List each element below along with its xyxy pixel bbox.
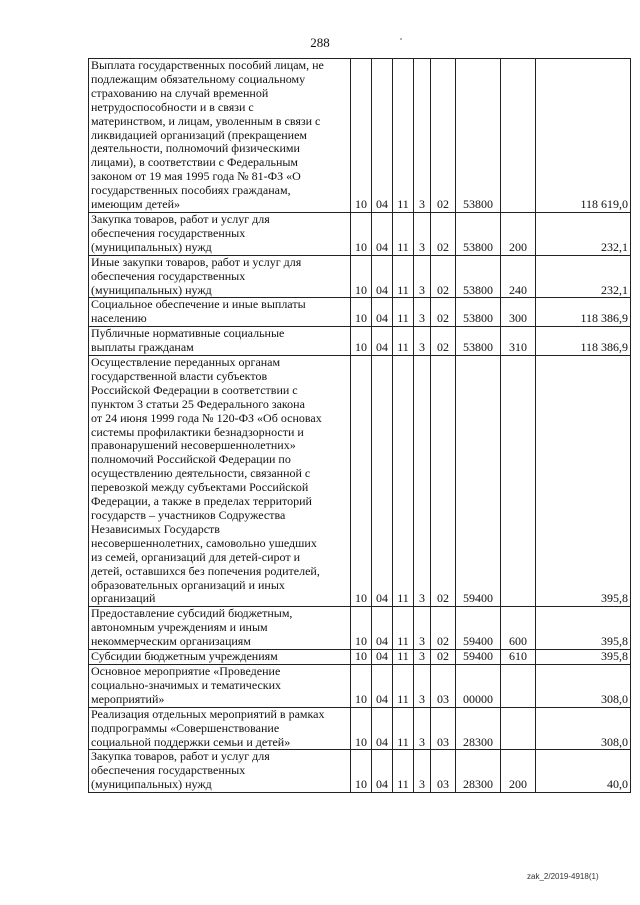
code-expense-type: 600 bbox=[501, 607, 536, 650]
row-name-line: имеющим детей» bbox=[91, 197, 180, 212]
code-subprogram: 3 bbox=[414, 255, 431, 298]
table-row bbox=[89, 255, 631, 298]
row-name bbox=[89, 650, 351, 665]
code-expense-type bbox=[501, 356, 536, 607]
row-name bbox=[89, 750, 351, 793]
table-row bbox=[89, 59, 631, 213]
code-pr: 04 bbox=[372, 750, 393, 793]
row-name-line: социально-значимых и тематических bbox=[91, 677, 282, 692]
code-program: 11 bbox=[393, 707, 414, 750]
code-program: 11 bbox=[393, 356, 414, 607]
row-name-line: полномочий Российской Федерации по bbox=[91, 452, 291, 467]
code-event: 02 bbox=[431, 356, 456, 607]
row-name-line: образовательных организаций и иных bbox=[91, 577, 285, 592]
row-name-line: мероприятий» bbox=[91, 691, 165, 706]
code-pr: 04 bbox=[372, 212, 393, 255]
code-event: 02 bbox=[431, 298, 456, 327]
row-name-line: социальной поддержки семьи и детей» bbox=[91, 734, 291, 749]
code-direction: 53800 bbox=[456, 255, 501, 298]
code-expense-type bbox=[501, 664, 536, 707]
code-rz: 10 bbox=[351, 356, 372, 607]
amount: 232,1 bbox=[536, 212, 631, 255]
code-program: 11 bbox=[393, 650, 414, 665]
row-name-line: законом от 19 мая 1995 года № 81-ФЗ «О bbox=[91, 169, 301, 184]
row-name-line: обеспечения государственных bbox=[91, 268, 246, 283]
row-name-line: правонарушений несовершеннолетних» bbox=[91, 438, 296, 453]
code-expense-type: 300 bbox=[501, 298, 536, 327]
row-name-line: перевозкой между субъектами Российской bbox=[91, 480, 309, 495]
row-name-line: Субсидии бюджетным учреждениям bbox=[91, 649, 278, 664]
code-event: 03 bbox=[431, 664, 456, 707]
code-expense-type: 200 bbox=[501, 750, 536, 793]
code-program: 11 bbox=[393, 607, 414, 650]
table-row bbox=[89, 650, 631, 665]
code-subprogram: 3 bbox=[414, 298, 431, 327]
row-name bbox=[89, 298, 351, 327]
row-name-line: от 24 июня 1999 года № 120-ФЗ «Об основах bbox=[91, 410, 322, 425]
code-subprogram: 3 bbox=[414, 650, 431, 665]
row-name-line: выплаты гражданам bbox=[91, 340, 194, 355]
row-name-line: несовершеннолетних, самовольно ушедших bbox=[91, 535, 317, 550]
row-name bbox=[89, 707, 351, 750]
table-row bbox=[89, 356, 631, 607]
amount: 395,8 bbox=[536, 356, 631, 607]
row-name-line: системы профилактики безнадзорности и bbox=[91, 424, 304, 439]
code-program: 11 bbox=[393, 212, 414, 255]
code-direction: 53800 bbox=[456, 327, 501, 356]
row-name-line: Выплата государственных пособий лицам, не bbox=[91, 58, 324, 72]
code-program: 11 bbox=[393, 664, 414, 707]
code-direction: 28300 bbox=[456, 750, 501, 793]
row-name-line: государственных пособиях гражданам, bbox=[91, 183, 291, 198]
row-name-line: страхованию на случай временной bbox=[91, 85, 269, 100]
code-rz: 10 bbox=[351, 298, 372, 327]
code-expense-type bbox=[501, 707, 536, 750]
code-direction: 59400 bbox=[456, 356, 501, 607]
code-rz: 10 bbox=[351, 59, 372, 213]
table-row bbox=[89, 664, 631, 707]
row-name bbox=[89, 59, 351, 213]
code-rz: 10 bbox=[351, 327, 372, 356]
code-subprogram: 3 bbox=[414, 59, 431, 213]
code-pr: 04 bbox=[372, 607, 393, 650]
code-expense-type: 200 bbox=[501, 212, 536, 255]
row-name-line: Российской Федерации в соответствии с bbox=[91, 382, 298, 397]
amount: 232,1 bbox=[536, 255, 631, 298]
code-subprogram: 3 bbox=[414, 607, 431, 650]
code-pr: 04 bbox=[372, 255, 393, 298]
code-direction: 53800 bbox=[456, 298, 501, 327]
code-pr: 04 bbox=[372, 650, 393, 665]
code-subprogram: 3 bbox=[414, 707, 431, 750]
code-program: 11 bbox=[393, 750, 414, 793]
code-event: 03 bbox=[431, 707, 456, 750]
code-rz: 10 bbox=[351, 707, 372, 750]
row-name-line: Иные закупки товаров, работ и услуг для bbox=[91, 255, 302, 269]
code-program: 11 bbox=[393, 255, 414, 298]
row-name-line: подлежащим обязательному социальному bbox=[91, 71, 306, 86]
code-event: 02 bbox=[431, 255, 456, 298]
row-name-line: (муниципальных) нужд bbox=[91, 282, 212, 297]
row-name-line: Основное мероприятие «Проведение bbox=[91, 664, 281, 678]
row-name-line: Социальное обеспечение и иные выплаты bbox=[91, 297, 306, 312]
amount: 308,0 bbox=[536, 664, 631, 707]
code-subprogram: 3 bbox=[414, 750, 431, 793]
code-expense-type: 610 bbox=[501, 650, 536, 665]
budget-table bbox=[88, 58, 631, 793]
code-expense-type bbox=[501, 59, 536, 213]
row-name-line: обеспечения государственных bbox=[91, 225, 246, 240]
code-event: 02 bbox=[431, 327, 456, 356]
row-name-line: государств – участников Содружества bbox=[91, 508, 286, 522]
row-name-line: Реализация отдельных мероприятий в рамках bbox=[91, 707, 325, 721]
scan-speck bbox=[400, 38, 402, 40]
budget-table-body bbox=[89, 59, 631, 793]
row-name bbox=[89, 607, 351, 650]
code-subprogram: 3 bbox=[414, 664, 431, 707]
code-program: 11 bbox=[393, 298, 414, 327]
table-row bbox=[89, 212, 631, 255]
row-name-line: некоммерческим организациям bbox=[91, 634, 251, 649]
row-name-line: из семей, организаций для детей-сирот и bbox=[91, 549, 301, 564]
row-name-line: подпрограммы «Совершенствование bbox=[91, 720, 280, 735]
amount: 118 386,9 bbox=[536, 298, 631, 327]
code-direction: 59400 bbox=[456, 650, 501, 665]
table-row bbox=[89, 750, 631, 793]
row-name-line: Федерации, а также в пределах территорий bbox=[91, 494, 312, 509]
row-name-line: автономным учреждениям и иным bbox=[91, 620, 268, 635]
table-row bbox=[89, 298, 631, 327]
code-event: 02 bbox=[431, 607, 456, 650]
row-name-line: Публичные нормативные социальные bbox=[91, 326, 285, 341]
code-pr: 04 bbox=[372, 327, 393, 356]
code-rz: 10 bbox=[351, 212, 372, 255]
code-program: 11 bbox=[393, 59, 414, 213]
code-direction: 28300 bbox=[456, 707, 501, 750]
table-row bbox=[89, 607, 631, 650]
row-name-line: лицами), в соответствии с Федеральным bbox=[91, 155, 299, 170]
row-name bbox=[89, 356, 351, 607]
row-name-line: Закупка товаров, работ и услуг для bbox=[91, 749, 270, 764]
code-pr: 04 bbox=[372, 664, 393, 707]
row-name-line: Закупка товаров, работ и услуг для bbox=[91, 212, 270, 226]
code-pr: 04 bbox=[372, 707, 393, 750]
code-pr: 04 bbox=[372, 59, 393, 213]
code-subprogram: 3 bbox=[414, 212, 431, 255]
row-name-line: государственной власти субъектов bbox=[91, 368, 268, 383]
row-name-line: (муниципальных) нужд bbox=[91, 777, 212, 792]
row-name-line: осуществлению деятельности, связанной с bbox=[91, 466, 311, 481]
code-direction: 00000 bbox=[456, 664, 501, 707]
row-name bbox=[89, 327, 351, 356]
code-rz: 10 bbox=[351, 664, 372, 707]
row-name bbox=[89, 212, 351, 255]
row-name bbox=[89, 664, 351, 707]
code-event: 02 bbox=[431, 59, 456, 213]
row-name-line: организаций bbox=[91, 591, 156, 606]
amount: 395,8 bbox=[536, 650, 631, 665]
row-name-line: детей, оставшихся без попечения родителей, bbox=[91, 563, 320, 578]
row-name-line: материнством, и лицам, уволенным в связи с bbox=[91, 113, 321, 128]
amount: 395,8 bbox=[536, 607, 631, 650]
document-code: zak_2/2019-4918(1) bbox=[527, 872, 599, 881]
amount: 118 619,0 bbox=[536, 59, 631, 213]
code-direction: 59400 bbox=[456, 607, 501, 650]
amount: 118 386,9 bbox=[536, 327, 631, 356]
row-name-line: обеспечения государственных bbox=[91, 763, 246, 778]
code-event: 03 bbox=[431, 750, 456, 793]
code-expense-type: 310 bbox=[501, 327, 536, 356]
code-event: 02 bbox=[431, 212, 456, 255]
code-rz: 10 bbox=[351, 607, 372, 650]
code-subprogram: 3 bbox=[414, 356, 431, 607]
code-subprogram: 3 bbox=[414, 327, 431, 356]
code-rz: 10 bbox=[351, 650, 372, 665]
code-program: 11 bbox=[393, 327, 414, 356]
amount: 308,0 bbox=[536, 707, 631, 750]
row-name-line: ликвидацией организаций (прекращением bbox=[91, 127, 308, 142]
row-name-line: нетрудоспособности и в связи с bbox=[91, 99, 254, 114]
row-name-line: (муниципальных) нужд bbox=[91, 239, 212, 254]
table-row bbox=[89, 707, 631, 750]
row-name bbox=[89, 255, 351, 298]
row-name-line: Независимых Государств bbox=[91, 521, 220, 536]
code-rz: 10 bbox=[351, 750, 372, 793]
code-direction: 53800 bbox=[456, 59, 501, 213]
code-pr: 04 bbox=[372, 298, 393, 327]
code-direction: 53800 bbox=[456, 212, 501, 255]
amount: 40,0 bbox=[536, 750, 631, 793]
code-expense-type: 240 bbox=[501, 255, 536, 298]
row-name-line: населению bbox=[91, 311, 147, 326]
page-number: 288 bbox=[310, 35, 330, 50]
code-rz: 10 bbox=[351, 255, 372, 298]
row-name-line: деятельности, полномочий физическими bbox=[91, 141, 300, 156]
code-pr: 04 bbox=[372, 356, 393, 607]
table-row bbox=[89, 327, 631, 356]
row-name-line: Осуществление переданных органам bbox=[91, 355, 281, 370]
code-event: 02 bbox=[431, 650, 456, 665]
row-name-line: пунктом 3 статьи 25 Федерального закона bbox=[91, 396, 305, 411]
row-name-line: Предоставление субсидий бюджетным, bbox=[91, 606, 293, 621]
